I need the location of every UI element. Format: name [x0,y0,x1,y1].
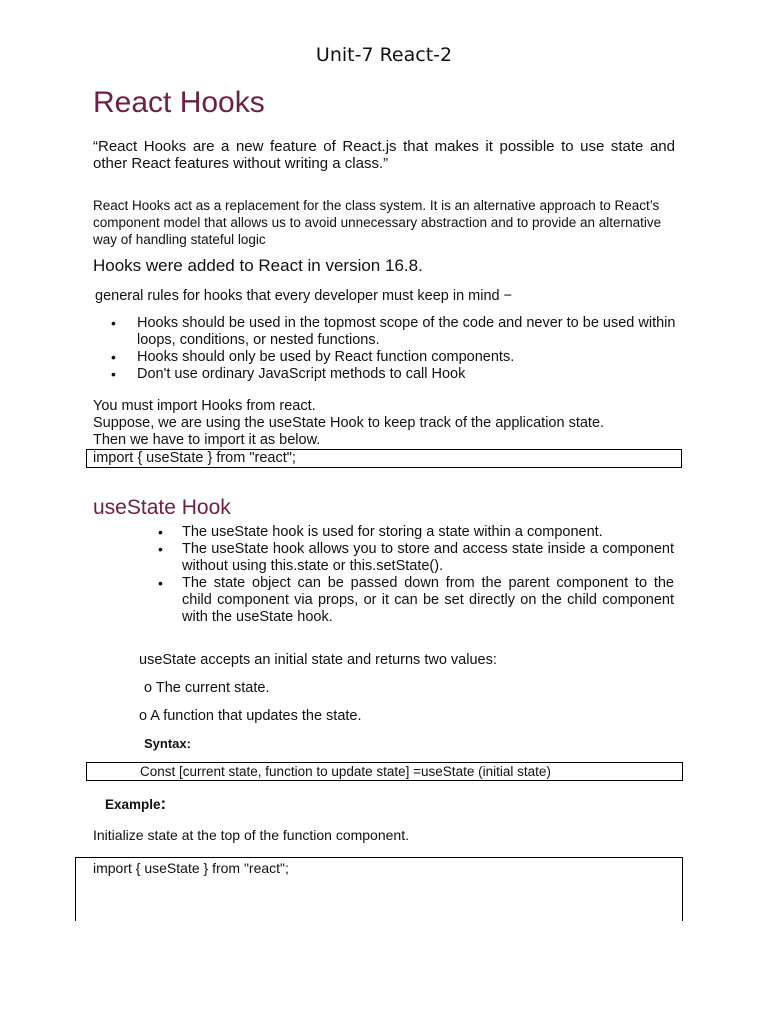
import-instructions [93,398,604,449]
example-code-box: import { useState } from "react"; [75,857,683,921]
return-value-1: o The current state. [144,680,270,696]
example-label-text: Example [105,797,161,812]
import-code-box: import { useState } from "react"; [86,449,682,468]
section-heading-usestate: useState Hook [93,496,231,519]
usestate-accepts-text: useState accepts an initial state and returns two values: [139,652,497,668]
version-note: Hooks were added to React in version 16.8. [93,256,423,275]
page-header: Unit-7 React-2 [315,44,453,66]
usestate-points-list [182,524,674,626]
list-item: • Hooks should be used in the topmost scope of the code and never to be used within loops, conditions, or nested functions. [137,315,682,349]
list-item: • The useState hook allows you to store and access state inside a component without using this.state or this.setState(). [182,541,674,575]
list-item: • The useState hook is used for storing a state within a component. [182,524,674,541]
import-line: Suppose, we are using the useState Hook to keep track of the application state. [93,415,605,431]
list-item: • The state object can be passed down from the parent component to the child component via props, or it can be set directly on the child component with the useState hook. [182,575,674,626]
list-item: • Don't use ordinary JavaScript methods to call Hook [137,366,682,383]
example-label [105,794,166,814]
syntax-label: Syntax: [144,736,191,751]
init-text: Initialize state at the top of the function component. [93,827,409,843]
rules-intro: general rules for hooks that every developer must keep in mind − [95,288,513,304]
section-heading-react-hooks: React Hooks [93,86,265,119]
list-item: • Hooks should only be used by React function components. [137,349,682,366]
intro-paragraph: React Hooks act as a replacement for the class system. It is an alternative approach to React’s component model that allows us to avoid unnecessary abstraction and to provide an alternative way of handling stateful logic [93,198,662,247]
definition-quote: “React Hooks are a new feature of React.js that makes it possible to use state and other React features without writing a class.” [93,138,675,172]
rules-list [137,315,682,383]
syntax-code-box: Const [current state, function to update state] =useState (initial state) [86,762,683,781]
example-label-colon: : [160,794,167,813]
return-value-2: o A function that updates the state. [139,708,362,724]
import-line: Then we have to import it as below. [93,432,321,448]
import-line: You must import Hooks from react. [93,398,316,414]
